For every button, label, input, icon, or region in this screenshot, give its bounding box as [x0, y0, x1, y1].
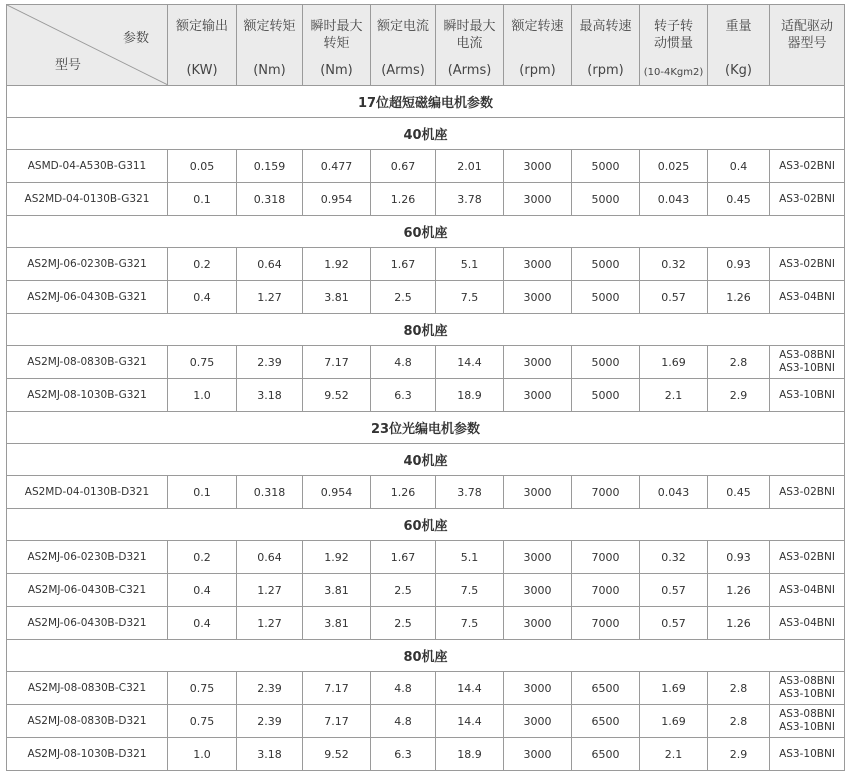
section-row [7, 86, 845, 118]
header-row [7, 5, 845, 86]
value-cell: 3000 [504, 379, 572, 412]
column-header [708, 5, 770, 86]
value-cell: 5000 [572, 379, 640, 412]
section-title: 23位光编电机参数 [7, 412, 845, 444]
value-cell: 7000 [572, 476, 640, 509]
column-header-name: 额定转速 [511, 19, 564, 34]
section-title: 80机座 [7, 640, 845, 672]
value-cell: 0.318 [237, 183, 303, 216]
column-header-unit: (Nm) [320, 63, 353, 78]
value-cell: 3000 [504, 672, 572, 705]
value-cell: 0.75 [168, 346, 237, 379]
value-cell: 3000 [504, 248, 572, 281]
column-header [770, 5, 845, 86]
value-cell: 0.57 [640, 574, 708, 607]
value-cell: 2.01 [436, 150, 504, 183]
drive-model-cell: AS3-02BNI [770, 476, 845, 509]
value-cell: 3.78 [436, 183, 504, 216]
value-cell: 1.27 [237, 607, 303, 640]
value-cell: 0.93 [708, 248, 770, 281]
model-cell: AS2MJ-06-0230B-D321 [7, 541, 168, 574]
value-cell: 2.5 [371, 607, 436, 640]
value-cell: 3000 [504, 607, 572, 640]
column-header [168, 5, 237, 86]
value-cell: 4.8 [371, 346, 436, 379]
section-row [7, 314, 845, 346]
table-row [7, 150, 845, 183]
value-cell: 2.1 [640, 379, 708, 412]
value-cell: 4.8 [371, 672, 436, 705]
drive-model-cell: AS3-02BNI [770, 248, 845, 281]
value-cell: 0.05 [168, 150, 237, 183]
value-cell: 6.3 [371, 379, 436, 412]
column-header [640, 5, 708, 86]
column-header-name: 重量 [725, 19, 752, 34]
model-cell: AS2MJ-08-0830B-C321 [7, 672, 168, 705]
value-cell: 18.9 [436, 738, 504, 771]
column-header-name: 最高转速 [579, 19, 632, 34]
table-row [7, 281, 845, 314]
value-cell: 3000 [504, 476, 572, 509]
value-cell: 1.69 [640, 705, 708, 738]
model-cell: AS2MJ-06-0430B-D321 [7, 607, 168, 640]
column-header-unit: (Nm) [253, 63, 286, 78]
section-title: 60机座 [7, 216, 845, 248]
section-title: 40机座 [7, 118, 845, 150]
table-row [7, 574, 845, 607]
column-header-name: 额定电流 [376, 19, 429, 34]
model-cell: AS2MJ-06-0230B-G321 [7, 248, 168, 281]
value-cell: 1.69 [640, 346, 708, 379]
value-cell: 2.39 [237, 346, 303, 379]
header-corner-cell [7, 5, 168, 86]
table-row [7, 248, 845, 281]
value-cell: 5000 [572, 183, 640, 216]
drive-model-cell: AS3-04BNI [770, 607, 845, 640]
section-row [7, 216, 845, 248]
value-cell: 7.17 [303, 346, 371, 379]
value-cell: 2.8 [708, 346, 770, 379]
value-cell: 7.5 [436, 607, 504, 640]
model-cell: AS2MJ-06-0430B-C321 [7, 574, 168, 607]
value-cell: 6500 [572, 738, 640, 771]
value-cell: 0.64 [237, 248, 303, 281]
value-cell: 0.4 [168, 607, 237, 640]
value-cell: 2.8 [708, 672, 770, 705]
value-cell: 0.1 [168, 183, 237, 216]
value-cell: 1.26 [371, 183, 436, 216]
value-cell: 1.92 [303, 541, 371, 574]
value-cell: 3000 [504, 574, 572, 607]
model-cell: AS2MJ-08-0830B-D321 [7, 705, 168, 738]
value-cell: 7000 [572, 574, 640, 607]
value-cell: 1.0 [168, 379, 237, 412]
section-row [7, 118, 845, 150]
value-cell: 7000 [572, 607, 640, 640]
value-cell: 2.1 [640, 738, 708, 771]
model-cell: AS2MJ-06-0430B-G321 [7, 281, 168, 314]
drive-model-cell: AS3-04BNI [770, 574, 845, 607]
value-cell: 0.45 [708, 183, 770, 216]
value-cell: 2.9 [708, 379, 770, 412]
value-cell: 0.318 [237, 476, 303, 509]
value-cell: 0.477 [303, 150, 371, 183]
value-cell: 0.32 [640, 248, 708, 281]
model-cell: AS2MJ-08-1030B-G321 [7, 379, 168, 412]
value-cell: 2.5 [371, 281, 436, 314]
value-cell: 2.5 [371, 574, 436, 607]
value-cell: 1.26 [371, 476, 436, 509]
value-cell: 1.69 [640, 672, 708, 705]
value-cell: 3000 [504, 705, 572, 738]
table-row [7, 607, 845, 640]
value-cell: 3000 [504, 281, 572, 314]
drive-model-cell: AS3-02BNI [770, 150, 845, 183]
value-cell: 3000 [504, 183, 572, 216]
model-cell: ASMD-04-A530B-G311 [7, 150, 168, 183]
value-cell: 1.26 [708, 574, 770, 607]
table-row [7, 379, 845, 412]
drive-model-cell: AS3-08BNI AS3-10BNI [770, 346, 845, 379]
section-title: 40机座 [7, 444, 845, 476]
table-row [7, 672, 845, 705]
model-cell: AS2MJ-08-0830B-G321 [7, 346, 168, 379]
value-cell: 3.18 [237, 738, 303, 771]
value-cell: 9.52 [303, 379, 371, 412]
model-cell: AS2MD-04-0130B-G321 [7, 183, 168, 216]
value-cell: 14.4 [436, 672, 504, 705]
value-cell: 0.043 [640, 476, 708, 509]
value-cell: 0.1 [168, 476, 237, 509]
value-cell: 0.043 [640, 183, 708, 216]
motor-spec-table [6, 4, 845, 771]
section-row [7, 444, 845, 476]
value-cell: 0.2 [168, 248, 237, 281]
value-cell: 3000 [504, 738, 572, 771]
value-cell: 1.67 [371, 248, 436, 281]
column-header [371, 5, 436, 86]
drive-model-cell: AS3-04BNI [770, 281, 845, 314]
value-cell: 7.5 [436, 281, 504, 314]
value-cell: 2.8 [708, 705, 770, 738]
model-cell: AS2MD-04-0130B-D321 [7, 476, 168, 509]
column-header-name: 额定转矩 [243, 19, 296, 34]
column-header-name: 转子转 动惯量 [653, 19, 693, 51]
column-header-unit: (rpm) [587, 63, 624, 78]
section-row [7, 640, 845, 672]
table-row [7, 346, 845, 379]
column-header-unit: (Arms) [381, 63, 425, 78]
value-cell: 0.57 [640, 607, 708, 640]
corner-label-params: 参数 [122, 31, 149, 46]
column-header-unit: (Arms) [447, 63, 492, 78]
value-cell: 1.0 [168, 738, 237, 771]
table-row [7, 705, 845, 738]
value-cell: 2.9 [708, 738, 770, 771]
value-cell: 2.39 [237, 672, 303, 705]
value-cell: 6500 [572, 672, 640, 705]
corner-label-model: 型号 [55, 58, 82, 73]
value-cell: 5000 [572, 248, 640, 281]
value-cell: 0.75 [168, 705, 237, 738]
value-cell: 0.4 [168, 574, 237, 607]
value-cell: 3.81 [303, 607, 371, 640]
section-row [7, 412, 845, 444]
value-cell: 3000 [504, 346, 572, 379]
value-cell: 1.27 [237, 281, 303, 314]
value-cell: 0.4 [708, 150, 770, 183]
value-cell: 5000 [572, 150, 640, 183]
column-header [303, 5, 371, 86]
table-row [7, 183, 845, 216]
drive-model-cell: AS3-02BNI [770, 541, 845, 574]
value-cell: 7.17 [303, 672, 371, 705]
value-cell: 0.025 [640, 150, 708, 183]
value-cell: 0.93 [708, 541, 770, 574]
model-cell: AS2MJ-08-1030B-D321 [7, 738, 168, 771]
value-cell: 1.67 [371, 541, 436, 574]
value-cell: 0.2 [168, 541, 237, 574]
value-cell: 0.75 [168, 672, 237, 705]
value-cell: 1.26 [708, 607, 770, 640]
value-cell: 5.1 [436, 541, 504, 574]
drive-model-cell: AS3-02BNI [770, 183, 845, 216]
column-header-name: 额定输出 [175, 19, 228, 34]
value-cell: 14.4 [436, 705, 504, 738]
table-row [7, 738, 845, 771]
value-cell: 5.1 [436, 248, 504, 281]
value-cell: 0.159 [237, 150, 303, 183]
table-row [7, 541, 845, 574]
value-cell: 3000 [504, 150, 572, 183]
value-cell: 3.81 [303, 574, 371, 607]
value-cell: 3.78 [436, 476, 504, 509]
value-cell: 9.52 [303, 738, 371, 771]
column-header [436, 5, 504, 86]
value-cell: 7.5 [436, 574, 504, 607]
column-header-unit: (10-4Kgm2) [643, 67, 704, 78]
section-title: 17位超短磁编电机参数 [7, 86, 845, 118]
value-cell: 0.32 [640, 541, 708, 574]
value-cell: 0.954 [303, 183, 371, 216]
drive-model-cell: AS3-10BNI [770, 379, 845, 412]
column-header-name: 瞬时最大 电流 [443, 19, 496, 51]
value-cell: 2.39 [237, 705, 303, 738]
value-cell: 6.3 [371, 738, 436, 771]
value-cell: 1.26 [708, 281, 770, 314]
value-cell: 1.27 [237, 574, 303, 607]
section-title: 80机座 [7, 314, 845, 346]
value-cell: 0.4 [168, 281, 237, 314]
value-cell: 0.954 [303, 476, 371, 509]
value-cell: 18.9 [436, 379, 504, 412]
value-cell: 3.81 [303, 281, 371, 314]
column-header-unit: (rpm) [519, 63, 556, 78]
value-cell: 6500 [572, 705, 640, 738]
drive-model-cell: AS3-10BNI [770, 738, 845, 771]
column-header-unit: (Kg) [725, 63, 752, 78]
table-row [7, 476, 845, 509]
drive-model-cell: AS3-08BNI AS3-10BNI [770, 672, 845, 705]
value-cell: 1.92 [303, 248, 371, 281]
value-cell: 0.67 [371, 150, 436, 183]
value-cell: 14.4 [436, 346, 504, 379]
value-cell: 5000 [572, 346, 640, 379]
value-cell: 5000 [572, 281, 640, 314]
drive-model-cell: AS3-08BNI AS3-10BNI [770, 705, 845, 738]
value-cell: 0.64 [237, 541, 303, 574]
section-row [7, 509, 845, 541]
section-title: 60机座 [7, 509, 845, 541]
value-cell: 7000 [572, 541, 640, 574]
value-cell: 0.57 [640, 281, 708, 314]
value-cell: 7.17 [303, 705, 371, 738]
column-header-unit: (KW) [186, 63, 218, 78]
value-cell: 3.18 [237, 379, 303, 412]
column-header-name: 瞬时最大 转矩 [310, 19, 363, 51]
column-header [504, 5, 572, 86]
column-header [572, 5, 640, 86]
value-cell: 3000 [504, 541, 572, 574]
value-cell: 4.8 [371, 705, 436, 738]
table-body [7, 86, 845, 771]
column-header-name: 适配驱动 器型号 [780, 19, 833, 51]
column-header [237, 5, 303, 86]
value-cell: 0.45 [708, 476, 770, 509]
